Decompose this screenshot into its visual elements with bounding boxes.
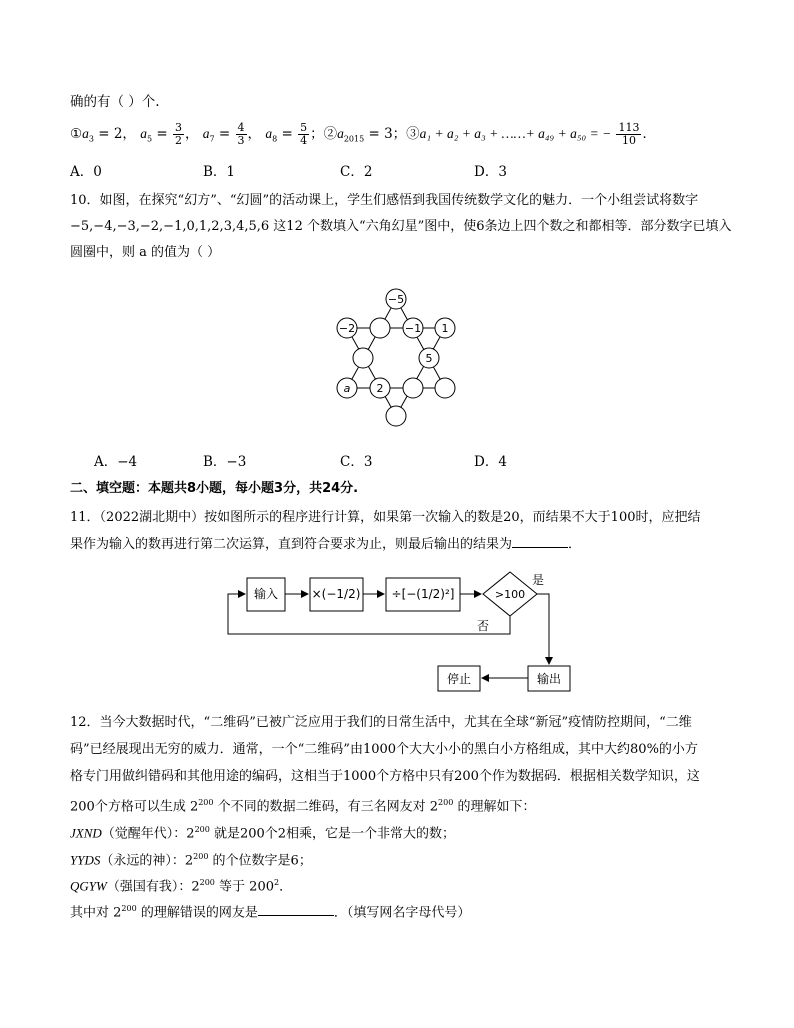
q11-line1: 11．（2022湖北期中）按如图所示的程序进行计算，如果第一次输入的数是20，而结果不大于100时，应把结 [70, 510, 701, 525]
text: 等于 200 [214, 879, 274, 895]
q9-option-c: C．2 [340, 164, 373, 180]
exponent: 200 [438, 798, 454, 807]
step1-label: ×(−1/2) [311, 587, 361, 601]
num: 113 [618, 121, 640, 134]
var-a: a [202, 126, 210, 141]
node [370, 318, 390, 338]
sub: 5 [146, 134, 153, 144]
node-bottom [386, 406, 406, 426]
exponent: 200 [121, 904, 137, 913]
text: （觉醒年代）：2 [101, 826, 195, 842]
no-label: 否 [476, 619, 490, 633]
q12-user1 [70, 820, 455, 844]
var-a: a [337, 126, 344, 141]
label-upper-right: 1 [441, 322, 449, 335]
sub: 8 [272, 134, 278, 144]
username: YYDS [70, 852, 101, 868]
text: （永远的神）：2 [100, 853, 194, 869]
section-heading: 二、填空题：本题共8小题，每小题3分，共24分. [70, 481, 359, 496]
q10-option-c: C．3 [340, 454, 373, 470]
var-a: a [82, 126, 89, 141]
den: 10 [621, 134, 636, 147]
label-upper-mid: −1 [404, 322, 422, 335]
answer-blank[interactable] [512, 535, 568, 548]
num: 4 [237, 121, 245, 134]
var-a: a [265, 126, 273, 141]
q9-line1: 确的有（ ）个. [70, 94, 160, 110]
username: QGYW [70, 878, 107, 894]
q12-user3 [70, 873, 292, 897]
text: 200个方格可以生成 2 [70, 799, 199, 815]
q9-option-b: B．1 [203, 164, 236, 180]
q9-option-d: D．3 [474, 164, 507, 180]
fraction [173, 122, 184, 147]
eq: = 2， [93, 126, 136, 142]
node-lower-right [435, 378, 455, 398]
num: 5 [300, 121, 308, 134]
den: 4 [300, 134, 308, 147]
fraction [616, 122, 641, 147]
q12-line3: 格专门用做纠错码和其他用途的编码，这相当于1000个方格中只有200个作为数据码．根据相关数学知识，这 [70, 769, 700, 784]
text: 的理解错误的网友是 [136, 905, 258, 921]
q10-option-b: B．−3 [203, 454, 247, 470]
q12-line2: 码”已经展现出无穷的威力．通常，一个“二维码”由1000个大大小小的黑白小方格组成，其中大约80%的小方 [70, 742, 698, 757]
text: （强国有我）：2 [106, 879, 200, 895]
stop-label: 停止 [446, 672, 472, 686]
node [353, 348, 373, 368]
q9-option-a: A．0 [70, 164, 102, 180]
input-label: 输入 [253, 587, 279, 601]
exponent: 200 [199, 878, 215, 887]
label-right: 5 [425, 352, 433, 365]
label-a: a [343, 382, 351, 395]
q12-user2 [70, 847, 312, 871]
text: 的个位数字是6； [208, 853, 312, 869]
text: 个不同的数据二维码，有三名网友对 2 [213, 799, 439, 815]
flowchart [220, 565, 580, 695]
text: 的理解如下： [453, 799, 536, 815]
var-a: a [140, 126, 147, 141]
fraction [236, 122, 247, 147]
exponent: 200 [193, 852, 209, 861]
condition-label: >100 [494, 588, 526, 601]
q10-option-a: A．−4 [94, 454, 138, 470]
hexagram-figure [320, 280, 480, 430]
text: 就是200个2相乘，它是一个非常大的数； [209, 826, 456, 842]
q10-line1: 10．如图，在探究“幻方”、“幻圆”的活动课上，学生们感悟到我国传统数学文化的魅力．一个小组尝试将数字 [70, 193, 699, 208]
exponent: 200 [198, 798, 214, 807]
text: ． [279, 879, 293, 895]
label-top: −5 [387, 293, 405, 306]
eq: = 3；③ [364, 126, 420, 142]
label-lower-mid: 2 [376, 382, 384, 395]
num: 3 [174, 121, 182, 134]
sub: 3 [88, 134, 94, 144]
mark-2: ；② [310, 126, 338, 142]
punct: ． [568, 537, 582, 552]
mark-1: ① [70, 126, 83, 142]
answer-blank[interactable] [258, 903, 334, 916]
sum-expr: a₁ + a₂ + a₃ + ……+ a₄₉ + a₅₀ = − [419, 126, 612, 141]
den: 3 [237, 134, 245, 147]
q10-option-d: D．4 [474, 454, 507, 470]
step2-label: ÷[−(1/2)²] [391, 587, 455, 601]
username: JXND [70, 825, 102, 841]
q12-line4 [70, 793, 535, 817]
q9-statements: $①a_3 = 2$， $a_5$ = $\frac{3}{2}$ ， $a_7$ = $\frac{4}{3}$ ， $a_8$ = $\frac{5}{4}$ ；$②a_{2015} = 3$；③a₁ + a₂ + a₃ + ……+ a₄₉ + a₅₀ = − $\frac{113}{10}$ ． [70, 121, 656, 147]
text: ．（填写网名字母代号） [333, 905, 471, 921]
den: 2 [174, 134, 182, 147]
label-upper-left: −2 [338, 322, 356, 335]
q10-line2: −5,−4,−3,−2,−1,0,1,2,3,4,5,6 这12 个数填入“六角幻星”图中，使6条边上四个数之和都相等．部分数字已填入 [70, 219, 732, 234]
text: 其中对 2 [70, 905, 122, 921]
yes-label: 是 [531, 573, 545, 587]
q11-text: 果作为输入的数再进行第二次运算，直到符合要求为止，则最后输出的结果为 [70, 537, 513, 552]
sub: 7 [209, 134, 215, 144]
fraction [298, 122, 309, 147]
node [403, 378, 423, 398]
exponent: 2 [273, 878, 280, 887]
q12-final-line [70, 899, 470, 923]
q11-line2 [70, 535, 581, 555]
sub: 2015 [343, 134, 365, 144]
q10-line3: 圆圈中，则 a 的值为（ ） [70, 245, 221, 260]
output-label: 输出 [536, 672, 562, 686]
exponent: 200 [194, 825, 210, 834]
q12-line1: 12．当今大数据时代，“二维码”已被广泛应用于我们的日常生活中，尤其在全球“新冠”疫情防控期间，“二维 [70, 715, 692, 730]
